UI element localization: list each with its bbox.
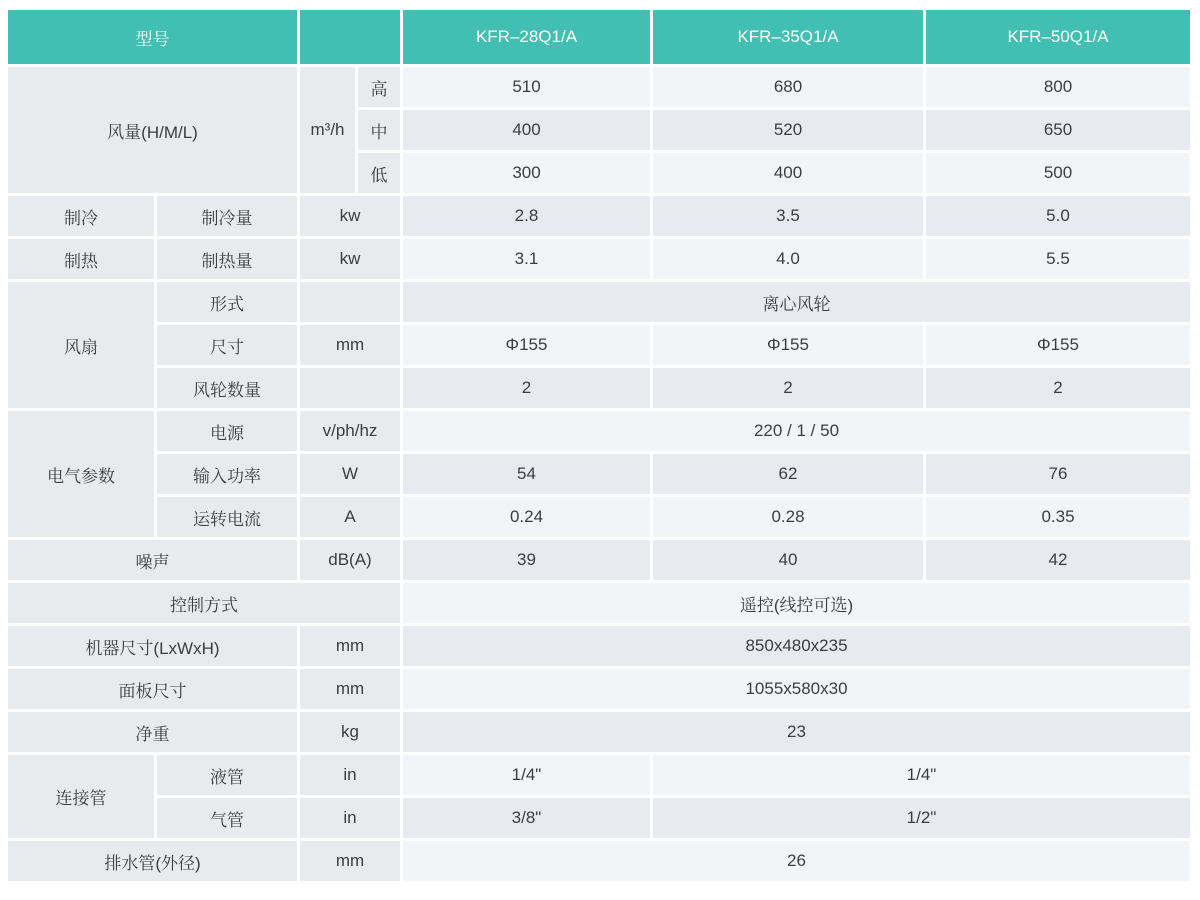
running-current-label: 运转电流 bbox=[157, 497, 297, 537]
row-heating bbox=[8, 239, 1190, 279]
fan-wheels-value-1: 2 bbox=[403, 368, 650, 408]
drain-pipe-value: 26 bbox=[403, 841, 1190, 881]
input-power-value-1: 54 bbox=[403, 454, 650, 494]
heating-sub-label: 制热量 bbox=[157, 239, 297, 279]
airflow-mid-value-1: 400 bbox=[403, 110, 650, 150]
panel-size-unit: mm bbox=[300, 669, 400, 709]
noise-unit: dB(A) bbox=[300, 540, 400, 580]
row-liquid-pipe bbox=[8, 755, 1190, 795]
airflow-low-value-1: 300 bbox=[403, 153, 650, 193]
power-supply-value: 220 / 1 / 50 bbox=[403, 411, 1190, 451]
control-value: 遥控(线控可选) bbox=[403, 583, 1190, 623]
heating-value-1: 3.1 bbox=[403, 239, 650, 279]
input-power-value-3: 76 bbox=[926, 454, 1190, 494]
row-gas-pipe bbox=[8, 798, 1190, 838]
net-weight-label: 净重 bbox=[8, 712, 297, 752]
row-drain-pipe bbox=[8, 841, 1190, 881]
cooling-unit: kw bbox=[300, 196, 400, 236]
gas-pipe-unit: in bbox=[300, 798, 400, 838]
cooling-label: 制冷 bbox=[8, 196, 154, 236]
net-weight-value: 23 bbox=[403, 712, 1190, 752]
control-label: 控制方式 bbox=[8, 583, 400, 623]
electrical-label: 电气参数 bbox=[8, 411, 154, 537]
fan-form-unit bbox=[300, 282, 400, 322]
net-weight-unit: kg bbox=[300, 712, 400, 752]
running-current-value-1: 0.24 bbox=[403, 497, 650, 537]
heating-value-3: 5.5 bbox=[926, 239, 1190, 279]
power-supply-label: 电源 bbox=[157, 411, 297, 451]
running-current-value-2: 0.28 bbox=[653, 497, 923, 537]
row-fan-size bbox=[8, 325, 1190, 365]
cooling-value-1: 2.8 bbox=[403, 196, 650, 236]
fan-label: 风扇 bbox=[8, 282, 154, 408]
airflow-high-value-1: 510 bbox=[403, 67, 650, 107]
row-power-supply bbox=[8, 411, 1190, 451]
input-power-label: 输入功率 bbox=[157, 454, 297, 494]
gas-pipe-value-rest: 1/2" bbox=[653, 798, 1190, 838]
unit-size-value: 850x480x235 bbox=[403, 626, 1190, 666]
header-spacer-cell bbox=[300, 10, 400, 64]
row-running-current bbox=[8, 497, 1190, 537]
table-header-row bbox=[8, 10, 1190, 64]
panel-size-label: 面板尺寸 bbox=[8, 669, 297, 709]
spec-table bbox=[5, 7, 1193, 884]
row-fan-wheels bbox=[8, 368, 1190, 408]
row-panel-size bbox=[8, 669, 1190, 709]
drain-pipe-label: 排水管(外径) bbox=[8, 841, 297, 881]
airflow-high-value-2: 680 bbox=[653, 67, 923, 107]
row-control bbox=[8, 583, 1190, 623]
gas-pipe-label: 气管 bbox=[157, 798, 297, 838]
fan-size-unit: mm bbox=[300, 325, 400, 365]
airflow-high-value-3: 800 bbox=[926, 67, 1190, 107]
header-model-label: 型号 bbox=[8, 10, 297, 64]
input-power-unit: W bbox=[300, 454, 400, 494]
airflow-label: 风量(H/M/L) bbox=[8, 67, 297, 193]
airflow-mid-value-3: 650 bbox=[926, 110, 1190, 150]
airflow-high-label: 高 bbox=[358, 67, 400, 107]
airflow-mid-value-2: 520 bbox=[653, 110, 923, 150]
row-fan-form bbox=[8, 282, 1190, 322]
fan-size-label: 尺寸 bbox=[157, 325, 297, 365]
input-power-value-2: 62 bbox=[653, 454, 923, 494]
unit-size-label: 机器尺寸(LxWxH) bbox=[8, 626, 297, 666]
row-net-weight bbox=[8, 712, 1190, 752]
fan-form-value: 离心风轮 bbox=[403, 282, 1190, 322]
liquid-pipe-value-rest: 1/4" bbox=[653, 755, 1190, 795]
gas-pipe-value-1: 3/8" bbox=[403, 798, 650, 838]
heating-label: 制热 bbox=[8, 239, 154, 279]
airflow-low-label: 低 bbox=[358, 153, 400, 193]
row-input-power bbox=[8, 454, 1190, 494]
row-cooling bbox=[8, 196, 1190, 236]
fan-wheels-value-2: 2 bbox=[653, 368, 923, 408]
noise-value-2: 40 bbox=[653, 540, 923, 580]
airflow-mid-label: 中 bbox=[358, 110, 400, 150]
unit-size-unit: mm bbox=[300, 626, 400, 666]
cooling-value-3: 5.0 bbox=[926, 196, 1190, 236]
pipes-label: 连接管 bbox=[8, 755, 154, 838]
header-model-1: KFR–28Q1/A bbox=[403, 10, 650, 64]
running-current-value-3: 0.35 bbox=[926, 497, 1190, 537]
fan-wheels-value-3: 2 bbox=[926, 368, 1190, 408]
noise-value-1: 39 bbox=[403, 540, 650, 580]
header-model-2: KFR–35Q1/A bbox=[653, 10, 923, 64]
noise-label: 噪声 bbox=[8, 540, 297, 580]
fan-wheels-unit bbox=[300, 368, 400, 408]
drain-pipe-unit: mm bbox=[300, 841, 400, 881]
fan-form-label: 形式 bbox=[157, 282, 297, 322]
heating-value-2: 4.0 bbox=[653, 239, 923, 279]
cooling-value-2: 3.5 bbox=[653, 196, 923, 236]
heating-unit: kw bbox=[300, 239, 400, 279]
airflow-unit: m³/h bbox=[300, 67, 355, 193]
row-noise bbox=[8, 540, 1190, 580]
running-current-unit: A bbox=[300, 497, 400, 537]
panel-size-value: 1055x580x30 bbox=[403, 669, 1190, 709]
airflow-low-value-2: 400 bbox=[653, 153, 923, 193]
liquid-pipe-label: 液管 bbox=[157, 755, 297, 795]
noise-value-3: 42 bbox=[926, 540, 1190, 580]
fan-size-value-2: Φ155 bbox=[653, 325, 923, 365]
airflow-low-value-3: 500 bbox=[926, 153, 1190, 193]
fan-size-value-3: Φ155 bbox=[926, 325, 1190, 365]
row-airflow-high bbox=[8, 67, 1190, 107]
fan-wheels-label: 风轮数量 bbox=[157, 368, 297, 408]
row-unit-size bbox=[8, 626, 1190, 666]
fan-size-value-1: Φ155 bbox=[403, 325, 650, 365]
header-model-3: KFR–50Q1/A bbox=[926, 10, 1190, 64]
cooling-sub-label: 制冷量 bbox=[157, 196, 297, 236]
liquid-pipe-unit: in bbox=[300, 755, 400, 795]
power-supply-unit: v/ph/hz bbox=[300, 411, 400, 451]
liquid-pipe-value-1: 1/4" bbox=[403, 755, 650, 795]
